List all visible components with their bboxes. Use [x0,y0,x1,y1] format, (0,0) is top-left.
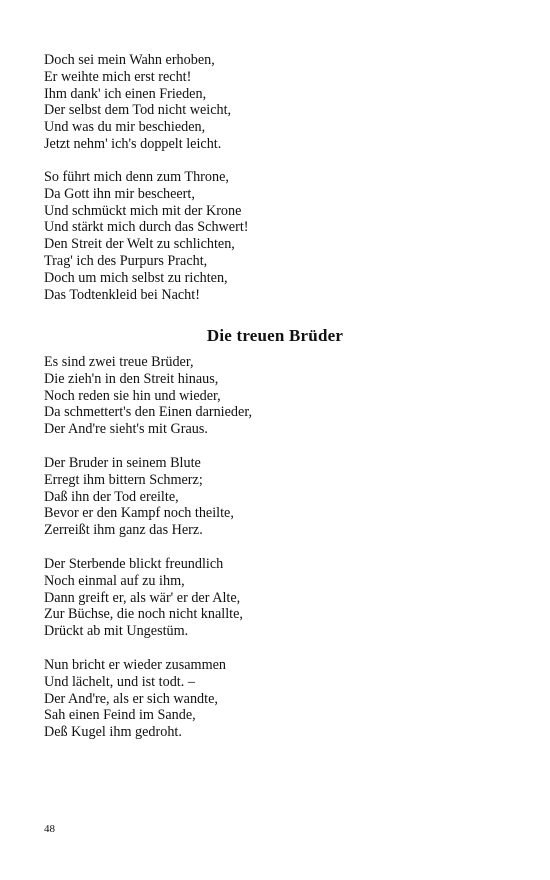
verse-line: Er weihte mich erst recht! [44,68,192,85]
verse-line: Und was du mir beschieden, [44,119,206,136]
verse-line: Daß ihn der Tod ereilte, [44,488,179,505]
stanza [44,52,514,153]
verse-line: Den Streit der Welt zu schlichten, [44,236,235,253]
verse-line: Jetzt nehm' ich's doppelt leicht. [44,135,222,152]
stanza [44,657,514,741]
verse-line: Noch reden sie hin und wieder, [44,387,221,404]
verse-line: So führt mich denn zum Throne, [44,169,229,185]
verse-line: Doch sei mein Wahn erhoben, [44,52,215,68]
verse-line: Doch um mich selbst zu richten, [44,269,228,286]
poem-title: Die treuen Brüder [206,326,344,345]
verse-line: Dann greift er, als wär' er der Alte, [44,589,241,606]
verse-line: Der selbst dem Tod nicht weicht, [44,102,232,119]
verse-line: Sah einen Feind im Sande, [44,707,196,724]
verse-line: Ihm dank' ich einen Frieden, [44,85,207,102]
page-number: 48 [44,823,55,835]
verse-line: Der And're, als er sich wandte, [44,690,218,707]
verse-line: Der Bruder in seinem Blute [44,455,201,471]
verse-line: Deß Kugel ihm gedroht. [44,724,182,741]
stanza [44,354,514,438]
verse-line: Drückt ab mit Ungestüm. [44,623,189,640]
verse-line: Und schmückt mich mit der Krone [44,202,242,219]
verse-line: Da schmettert's den Einen darnieder, [44,404,253,421]
verse-line: Die zieh'n in den Streit hinaus, [44,370,219,387]
verse-line: Erregt ihm bittern Schmerz; [44,471,203,488]
verse-line: Zur Büchse, die noch nicht knallte, [44,606,243,623]
verse-line: Der Sterbende blickt freundlich [44,556,224,572]
verse-line: Das Todtenkleid bei Nacht! [44,286,200,303]
stanza [44,169,514,303]
verse-line: Noch einmal auf zu ihm, [44,572,185,589]
stanza [44,556,514,640]
stanza [44,455,514,539]
verse-line: Da Gott ihn mir bescheert, [44,185,195,202]
verse-line: Trag' ich des Purpurs Pracht, [44,252,208,269]
verse-line: Nun bricht er wieder zusammen [44,657,227,673]
verse-line: Bevor er den Kampf noch theilte, [44,505,234,522]
verse-line: Es sind zwei treue Brüder, [44,354,194,370]
verse-line: Zerreißt ihm ganz das Herz. [44,522,203,539]
verse-line: Und lächelt, und ist todt. – [44,673,195,690]
verse-line: Und stärkt mich durch das Schwert! [44,219,249,236]
verse-line: Der And're sieht's mit Graus. [44,421,208,438]
